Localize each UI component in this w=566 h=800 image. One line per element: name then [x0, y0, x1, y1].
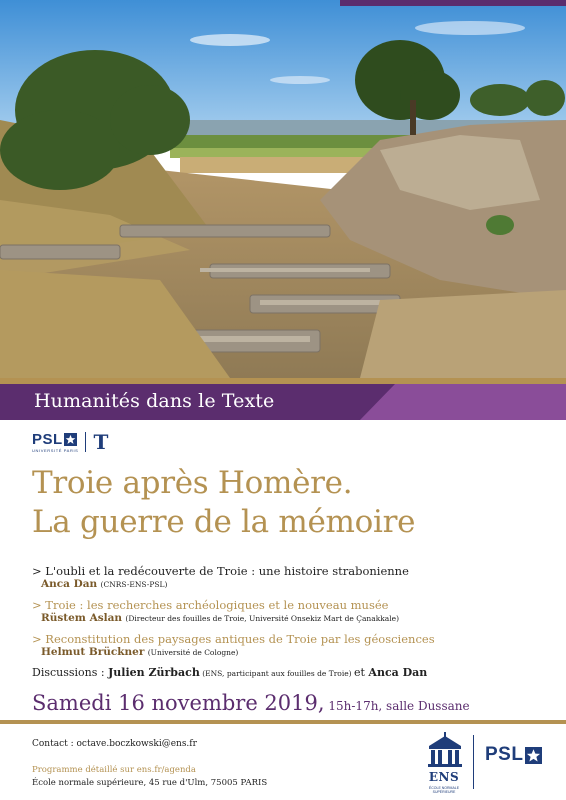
programme-link[interactable]: Programme détaillé sur ens.fr/agenda: [32, 765, 196, 775]
talk-item: [32, 632, 552, 659]
contact-line: Contact : octave.boczkowski@ens.fr: [32, 739, 197, 749]
hero-photo-troy-ruins: [0, 0, 566, 378]
event-title-line1: Troie après Homère.: [32, 465, 353, 501]
talk-affiliation: (Université de Cologne): [147, 648, 239, 657]
talk-speaker: Helmut Brückner: [41, 646, 145, 658]
t-logo: T: [93, 430, 109, 454]
psl-logo-text: PSL: [32, 430, 63, 448]
talk-speaker-line: [32, 578, 552, 591]
ens-logo-text: ENS: [428, 770, 460, 784]
top-accent-band: [340, 0, 566, 6]
discussant-name: Anca Dan: [368, 666, 428, 679]
event-time-place: 15h-17h, salle Dussane: [324, 699, 470, 713]
gold-divider-bottom: [0, 720, 566, 724]
psl-logo: [32, 432, 78, 453]
star-icon: [525, 747, 542, 764]
talk-title: > Troie : les recherches archéologiques et le nouveau musée: [32, 598, 389, 612]
event-title-line2: La guerre de la mémoire: [32, 504, 416, 540]
event-date-line: [32, 691, 470, 715]
address-line: École normale supérieure, 45 rue d'Ulm, 75005 PARIS: [32, 778, 268, 788]
talk-title: > L'oubli et la redécouverte de Troie : une histoire strabonienne: [32, 564, 409, 578]
talk-affiliation: (Directeur des fouilles de Troie, Université Onsekiz Mart de Çanakkale): [125, 614, 400, 623]
talk-speaker-line: [32, 612, 552, 625]
discussant-affiliation: (ENS, participant aux fouilles de Troie): [199, 669, 354, 678]
footer-logo-separator: [473, 735, 474, 789]
series-title: Humanités dans le Texte: [34, 390, 275, 412]
discussions-line: [32, 666, 552, 681]
talk-speaker-line: [32, 646, 552, 659]
event-title: [32, 464, 415, 542]
event-date: Samedi 16 novembre 2019,: [32, 691, 325, 715]
star-icon: [64, 433, 77, 446]
partner-logos: [32, 430, 108, 454]
talk-affiliation: (CNRS-ENS-PSL): [100, 580, 168, 589]
talk-speaker: Rüstem Aslan: [41, 612, 123, 624]
talk-item: [32, 598, 552, 625]
logo-separator: [85, 432, 86, 452]
discussions-label: Discussions :: [32, 666, 109, 679]
talk-speaker: Anca Dan: [41, 578, 98, 590]
psl-logo-subtitle: UNIVERSITÉ PARIS: [32, 447, 79, 453]
talk-item: [32, 564, 552, 591]
psl-footer-text: PSL: [485, 744, 524, 765]
talk-list: [32, 564, 552, 681]
discussions-conjunction: et: [353, 666, 369, 679]
discussant-name: Julien Zürbach: [108, 666, 200, 679]
talk-title: > Reconstitution des paysages antiques de Troie par les géosciences: [32, 632, 435, 646]
psl-footer-logo: [485, 745, 542, 765]
ens-logo-subtitle: ÉCOLE NORMALE SUPÉRIEURE: [428, 786, 460, 794]
series-band-light: [360, 384, 566, 420]
